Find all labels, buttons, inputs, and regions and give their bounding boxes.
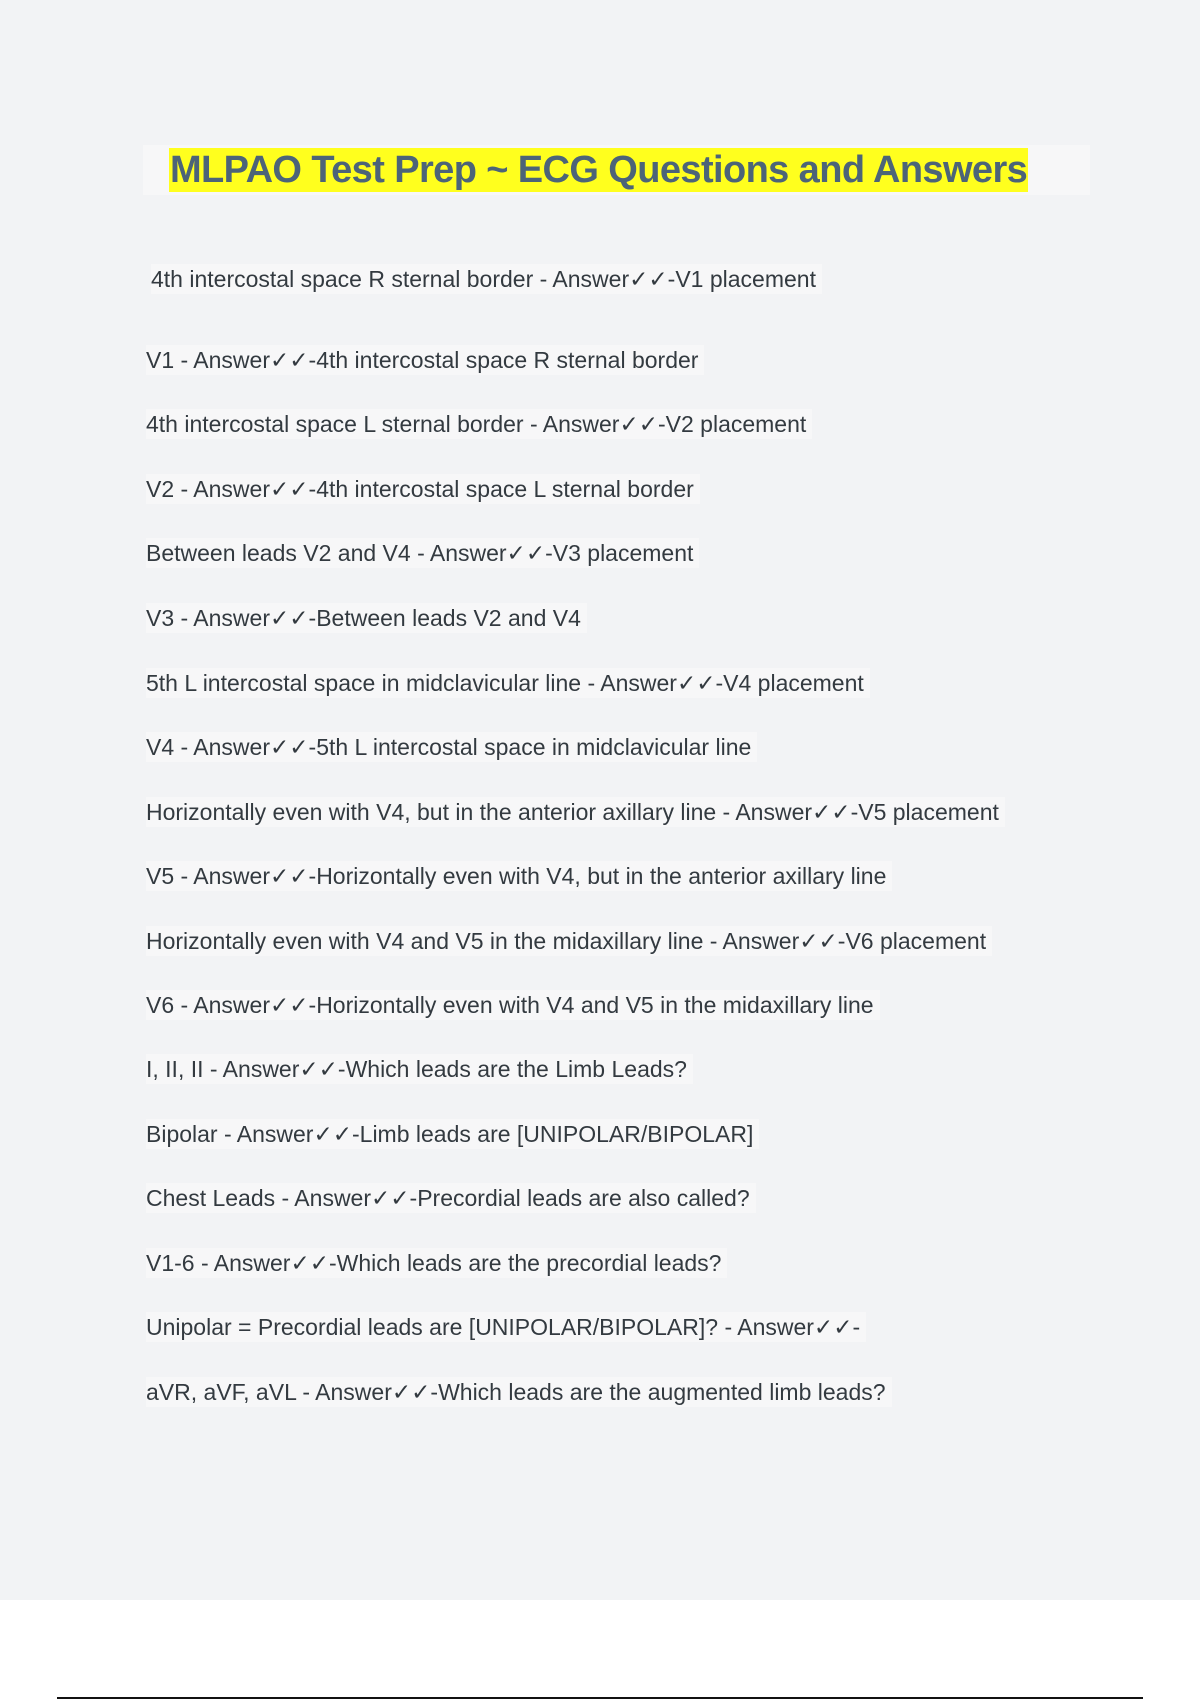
footer-divider [57, 1697, 1143, 1699]
qa-item: V2 - Answer✓✓-4th intercostal space L sternal border [146, 474, 700, 504]
qa-item: V1-6 - Answer✓✓-Which leads are the precordial leads? [146, 1248, 727, 1278]
qa-item: 5th L intercostal space in midclavicular line - Answer✓✓-V4 placement [146, 668, 870, 698]
title-block [143, 145, 1090, 195]
qa-item: Bipolar - Answer✓✓-Limb leads are [UNIPOLAR/BIPOLAR] [146, 1119, 759, 1149]
qa-item: V5 - Answer✓✓-Horizontally even with V4, but in the anterior axillary line [146, 861, 892, 891]
qa-item: Unipolar = Precordial leads are [UNIPOLAR/BIPOLAR]? - Answer✓✓- [146, 1312, 866, 1342]
qa-item: 4th intercostal space R sternal border - Answer✓✓-V1 placement [151, 264, 822, 294]
qa-item: aVR, aVF, aVL - Answer✓✓-Which leads are the augmented limb leads? [146, 1377, 892, 1407]
qa-item: Chest Leads - Answer✓✓-Precordial leads are also called? [146, 1183, 756, 1213]
qa-item: Between leads V2 and V4 - Answer✓✓-V3 placement [146, 538, 699, 568]
qa-item: V6 - Answer✓✓-Horizontally even with V4 and V5 in the midaxillary line [146, 990, 880, 1020]
qa-item: 4th intercostal space L sternal border - Answer✓✓-V2 placement [146, 409, 812, 439]
qa-item: I, II, II - Answer✓✓-Which leads are the Limb Leads? [146, 1054, 693, 1084]
qa-item: Horizontally even with V4, but in the anterior axillary line - Answer✓✓-V5 placement [146, 797, 1005, 827]
qa-item: V1 - Answer✓✓-4th intercostal space R sternal border [146, 345, 704, 375]
qa-item: Horizontally even with V4 and V5 in the midaxillary line - Answer✓✓-V6 placement [146, 926, 992, 956]
document-title: MLPAO Test Prep ~ ECG Questions and Answers [170, 149, 1028, 191]
qa-item: V3 - Answer✓✓-Between leads V2 and V4 [146, 603, 587, 633]
qa-item: V4 - Answer✓✓-5th L intercostal space in midclavicular line [146, 732, 757, 762]
